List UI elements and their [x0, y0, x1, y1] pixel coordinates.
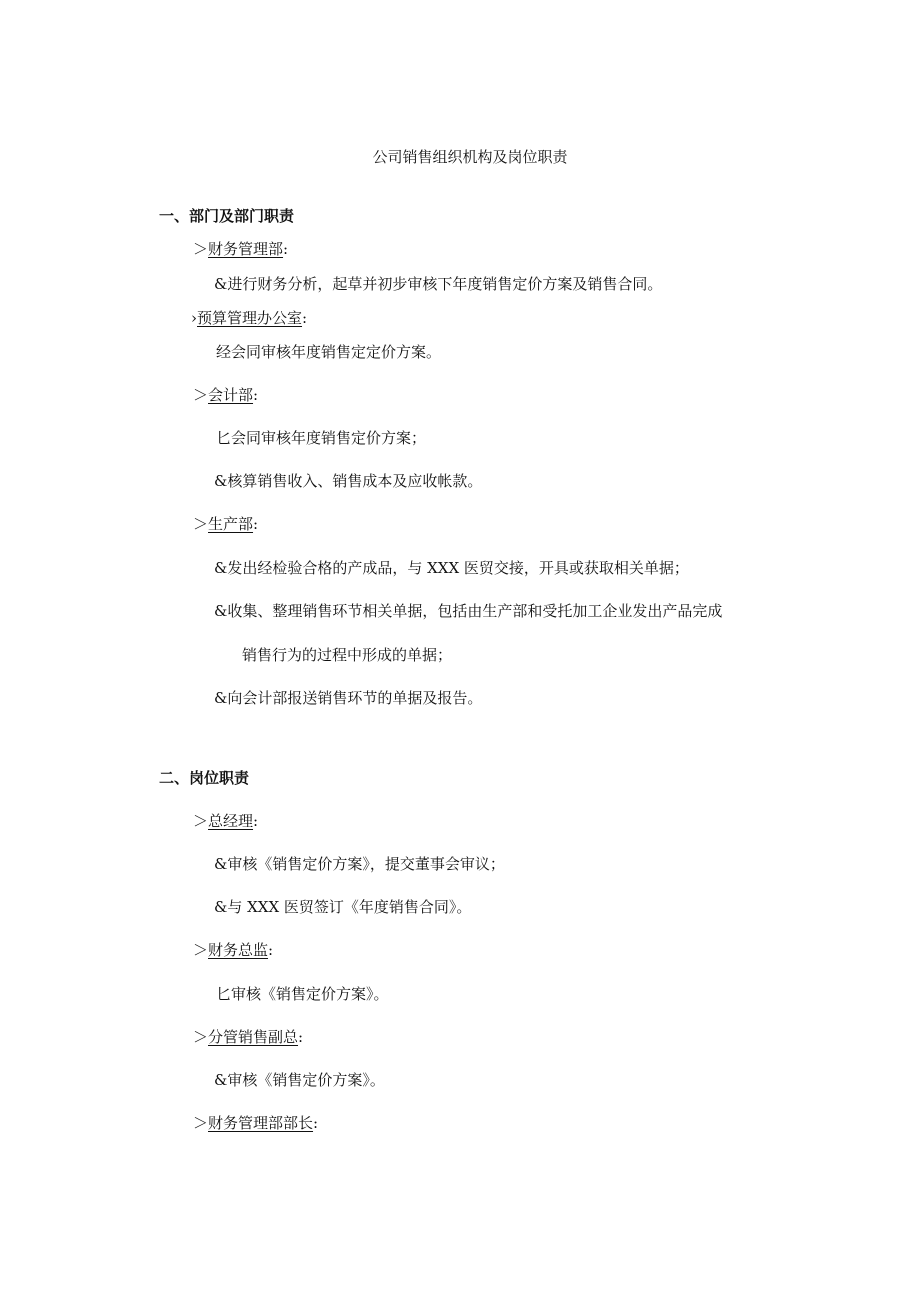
- position-finance-head: [193, 1113, 318, 1133]
- dept-name: 财务管理部: [208, 240, 284, 258]
- section-heading-positions: 二、岗位职责: [159, 769, 250, 787]
- dept-name: 生产部: [208, 515, 254, 533]
- duty-item: 匕审核《销售定价方案》。: [216, 985, 389, 1003]
- duty-item: &进行财务分析，起草并初步审核下年度销售定价方案及销售合同。: [214, 275, 663, 293]
- duty-item-continuation: 销售行为的过程中形成的单据；: [242, 646, 453, 664]
- dept-name: 会计部: [208, 386, 254, 404]
- dept-name: 预算管理办公室: [197, 309, 303, 327]
- colon: :: [302, 309, 308, 327]
- section-heading-departments: 一、部门及部门职责: [159, 207, 295, 225]
- bullet-marker: ＞: [193, 386, 209, 404]
- position-cfo: [193, 940, 273, 960]
- duty-item: &审核《销售定价方案》，提交董事会审议；: [214, 855, 505, 873]
- dept-accounting: [193, 385, 258, 405]
- duty-item: &发出经检验合格的产成品，与 XXX 医贸交接，开具或获取相关单据；: [214, 559, 689, 577]
- dept-production: [193, 514, 258, 534]
- duty-item: &与 XXX 医贸签订《年度销售合同》。: [214, 898, 472, 916]
- colon: :: [253, 515, 259, 533]
- bullet-marker: ›: [191, 309, 197, 327]
- duty-item: &向会计部报送销售环节的单据及报告。: [214, 689, 483, 707]
- colon: :: [298, 1028, 304, 1046]
- bullet-marker: ＞: [193, 812, 209, 830]
- position-name: 财务总监: [208, 941, 269, 959]
- duty-item: &核算销售收入、销售成本及应收帐款。: [214, 472, 483, 490]
- duty-item: 经会同审核年度销售定定价方案。: [216, 343, 442, 361]
- duty-item: &审核《销售定价方案》。: [214, 1071, 385, 1089]
- bullet-marker: ＞: [193, 240, 209, 258]
- position-name: 财务管理部部长: [208, 1114, 314, 1132]
- position-name: 分管销售副总: [208, 1028, 299, 1046]
- colon: :: [313, 1114, 319, 1132]
- position-vp-sales: [193, 1027, 303, 1047]
- duty-item: &收集、整理销售环节相关单据，包括由生产部和受托加工企业发出产品完成: [214, 602, 723, 620]
- colon: :: [253, 386, 259, 404]
- duty-item: 匕会同审核年度销售定价方案；: [216, 429, 427, 447]
- bullet-marker: ＞: [193, 1028, 209, 1046]
- bullet-marker: ＞: [193, 515, 209, 533]
- position-name: 总经理: [208, 812, 254, 830]
- colon: :: [283, 240, 289, 258]
- document-title: 公司销售组织机构及岗位职责: [372, 148, 568, 166]
- colon: :: [268, 941, 274, 959]
- dept-finance-management: [193, 239, 288, 259]
- position-general-manager: [193, 811, 258, 831]
- colon: :: [253, 812, 259, 830]
- bullet-marker: ＞: [193, 1114, 209, 1132]
- bullet-marker: ＞: [193, 941, 209, 959]
- dept-budget-office: [191, 308, 307, 328]
